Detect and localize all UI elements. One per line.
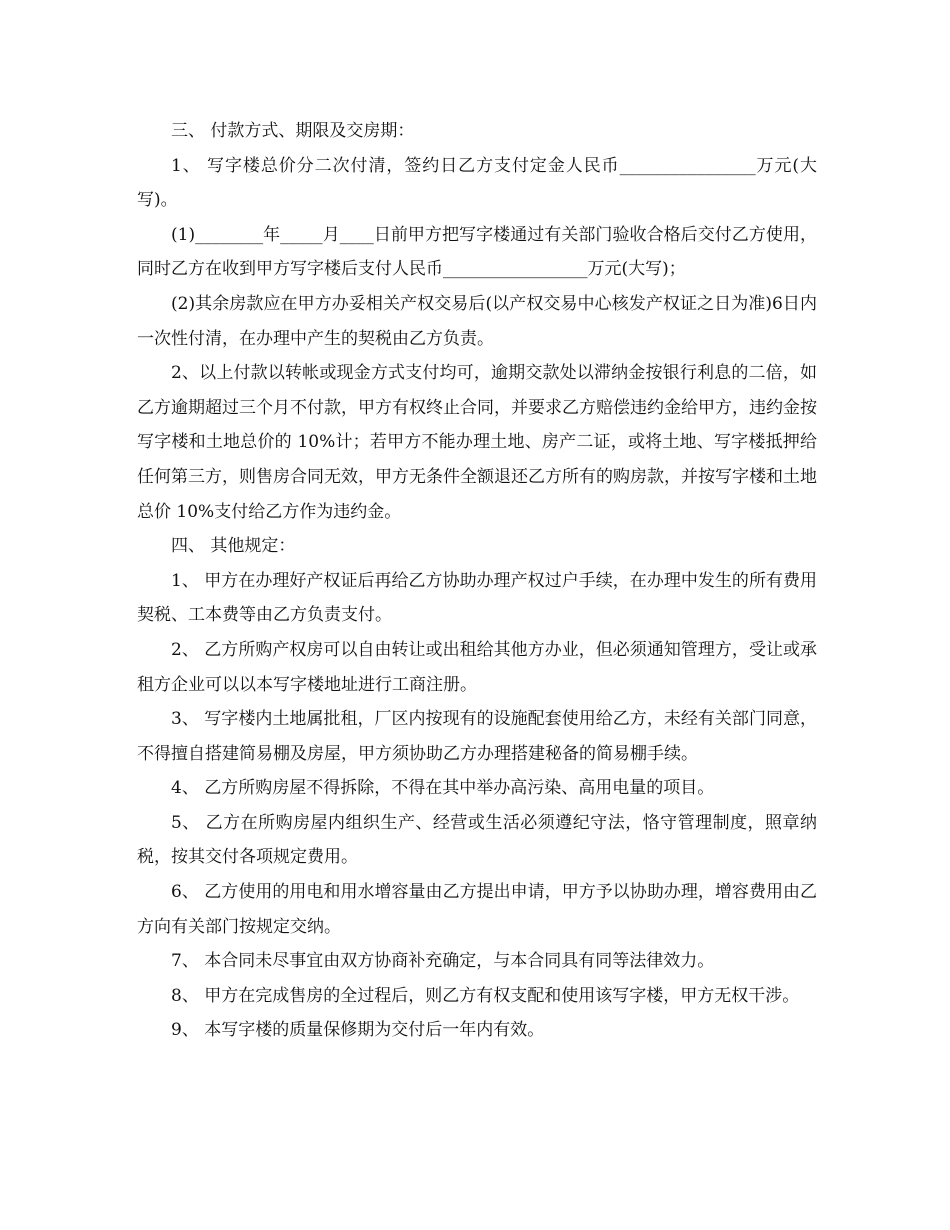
document-body	[137, 114, 817, 1048]
paragraph-other-7: 7、 本合同未尽事宜由双方协商补充确定，与本合同具有同等法律效力。	[171, 951, 715, 972]
paragraph-other-2: 2、 乙方所购产权房可以自由转让或出租给其他方办业，但必须通知管理方，受让或承租方企业可以以本写字楼地址进行工商注册。	[137, 639, 817, 695]
section-heading-payment: 三、 付款方式、期限及交房期：	[171, 121, 415, 141]
paragraph-other-8: 8、 甲方在完成售房的全过程后，则乙方有权支配和使用该写字楼，甲方无权干涉。	[171, 985, 800, 1006]
paragraph-other-3: 3、 写字楼内土地属批租，厂区内按现有的设施配套使用给乙方，未经有关部门同意，不得擅自搭建简易棚及房屋，甲方须协助乙方办理搭建秘备的简易棚手续。	[137, 709, 817, 764]
paragraph-payment-1: 1、 写字楼总价分二次付清，签约日乙方支付定金人民币________________万元(大写)。	[137, 155, 817, 211]
paragraph-other-5: 5、 乙方在所购房屋内组织生产、经营或生活必须遵纪守法，恪守管理制度，照章纳税，按其交付各项规定费用。	[137, 812, 817, 868]
paragraph-other-9: 9、 本写字楼的质量保修期为交付后一年内有效。	[171, 1020, 545, 1041]
paragraph-payment-1-sub-1: (1)________年_____月____日前甲方把写字楼通过有关部门验收合格后交付乙方使用，同时乙方在收到甲方写字楼后支付人民币_________________万元(大写)；	[137, 224, 817, 280]
paragraph-payment-2: 2、以上付款以转帐或现金方式支付均可，逾期交款处以滞纳金按银行利息的二倍，如乙方逾期超过三个月不付款，甲方有权终止合同，并要求乙方赔偿违约金给甲方，违约金按写字楼和土地总价的 10%计；若甲方不能办理土地、房产二证，或将土地、写字楼抵押给任何第三方，则售房合同无效，甲方无条件全额退还乙方所有的购房款，并按写字楼和土地总价 10%支付给乙方作为违约金。	[137, 363, 817, 522]
section-heading-other: 四、 其他规定：	[171, 536, 296, 557]
paragraph-other-4: 4、 乙方所购房屋不得拆除，不得在其中举办高污染、高用电量的项目。	[171, 778, 715, 799]
paragraph-other-1: 1、 甲方在办理好产权证后再给乙方协助办理产权过户手续，在办理中发生的所有费用契税、工本费等由乙方负责支付。	[137, 570, 817, 626]
paragraph-payment-1-sub-2: (2)其余房款应在甲方办妥相关产权交易后(以产权交易中心核发产权证之日为准)6日内一次性付清，在办理中产生的契税由乙方负责。	[137, 293, 817, 349]
paragraph-other-6: 6、 乙方使用的用电和用水增容量由乙方提出申请，甲方予以协助办理，增容费用由乙方向有关部门按规定交纳。	[137, 882, 817, 937]
